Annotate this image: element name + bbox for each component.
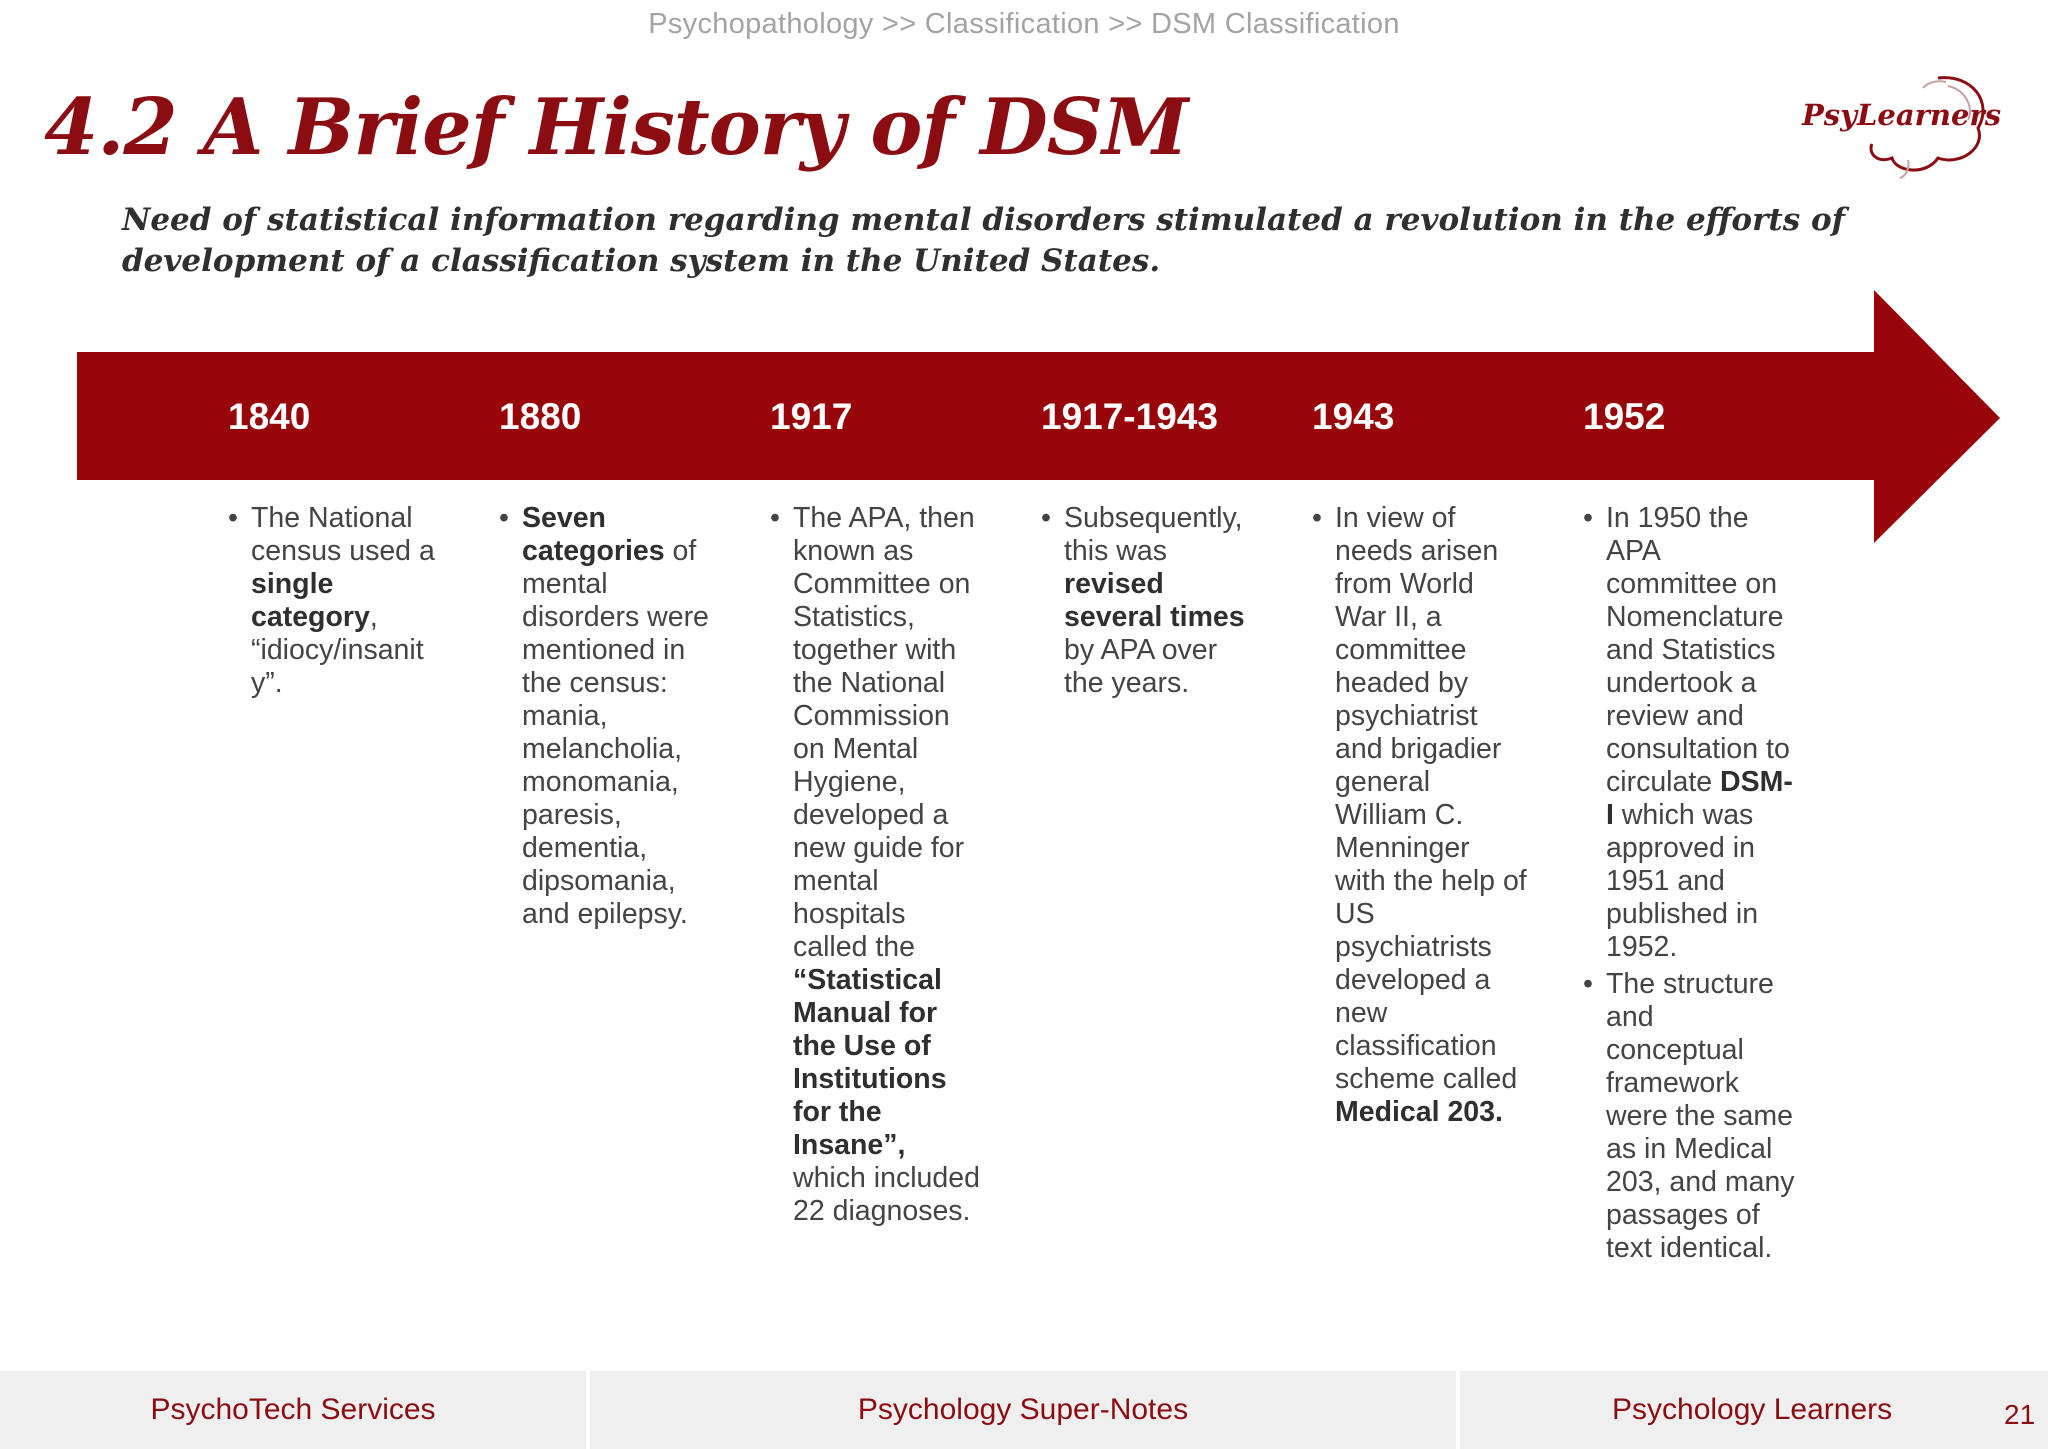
year-label: 1840 [228, 396, 311, 437]
bullet-item: • In 1950 the APA committee on Nomenclature and Statistics undertook a review and consultation to circulate DSM-I which was approved in 1951 and published in 1952. [1583, 502, 1798, 964]
footer-left-label: PsychoTech Services [0, 1371, 586, 1449]
page-number: 21 [2004, 1399, 2036, 1430]
timeline-entry-1917 [770, 502, 985, 1232]
logo-text: PsyLearners [1802, 98, 2002, 132]
year-label: 1917-1943 [1041, 396, 1218, 437]
bullet-item: • The APA, then known as Committee on Statistics, together with the National Commission on Mental Hygiene, developed a new guide for mental hospitals called the “Statistical Manual for the Use of Institutions for the Insane”, which included 22 diagnoses. [770, 502, 985, 1228]
bullet-item: • Subsequently, this was revised several times by APA over the years. [1041, 502, 1256, 700]
bullet-item: • The structure and conceptual framework were the same as in Medical 203, and many passages of text identical. [1583, 968, 1798, 1265]
bullet-item: • Seven categories of mental disorders were mentioned in the census: mania, melancholia, monomania, paresis, dementia, dipsomania, and epilepsy. [499, 502, 714, 931]
year-label: 1952 [1583, 396, 1666, 437]
timeline-entry-1880 [499, 502, 714, 935]
year-label: 1880 [499, 396, 582, 437]
timeline-entry-1943 [1312, 502, 1527, 1133]
year-label: 1943 [1312, 396, 1395, 437]
footer-right-label: Psychology Learners [1460, 1371, 2048, 1449]
timeline-entry-1952 [1583, 502, 1798, 1269]
breadcrumb: Psychopathology >> Classification >> DSM Classification [648, 8, 1400, 40]
footer-center-label: Psychology Super-Notes [590, 1371, 1456, 1449]
timeline-arrow [0, 0, 2048, 560]
year-label: 1917 [770, 396, 853, 437]
timeline-entry-1917-1943 [1041, 502, 1256, 704]
page-title: 4.2 A Brief History of DSM [44, 82, 1188, 173]
footer [0, 1371, 2048, 1449]
intro-text: Need of statistical information regarding mental disorders stimulated a revolution in the efforts of development of a classification system in the United States. [122, 202, 1846, 279]
bullet-item: • In view of needs arisen from World War II, a committee headed by psychiatrist and brigadier general William C. Menninger with the help of US psychiatrists developed a new classification scheme called Medical 203. [1312, 502, 1527, 1129]
bullet-item: • The National census used a single category, “idiocy/insanit y”. [228, 502, 443, 700]
timeline-entry-1840 [228, 502, 443, 704]
